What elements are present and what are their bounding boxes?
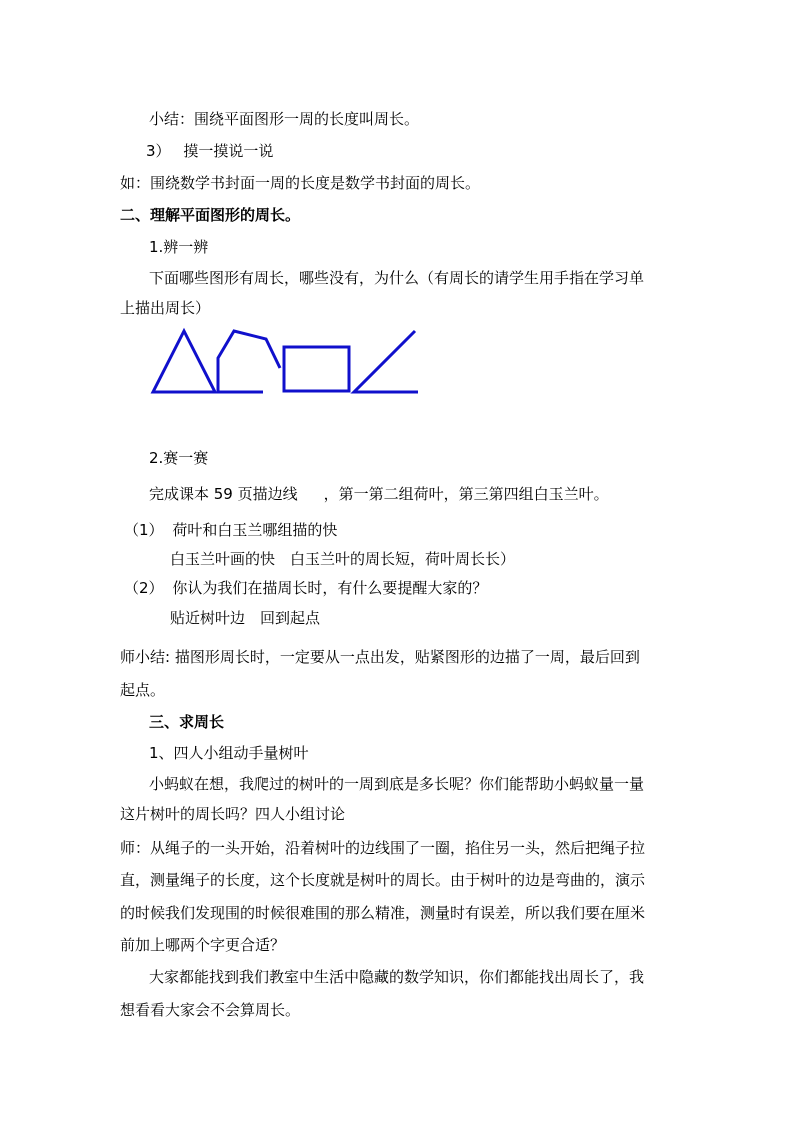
example-line: 如：围绕数学书封面一周的长度是数学书封面的周长。 [120,174,481,192]
touch-number: 3） [146,142,171,160]
question-1-line [124,520,337,540]
rope-line-4: 前加上哪两个字更合适？ [120,936,286,954]
final-line-2: 想看看大家会不会算周长。 [120,1001,301,1019]
closed-triangle-shape [153,331,215,392]
summary-line: 小结：围绕平面图形一周的长度叫周长。 [149,110,420,128]
final-line-1: 大家都能找到我们教室中生活中隐藏的数学知识，你们都能找出周长了，我 [149,968,645,986]
question-1-text: 荷叶和白玉兰哪组描的快 [172,521,338,539]
rope-line-3: 的时候我们发现围的时候很难围的那么精准，测量时有误差，所以我们要在厘米 [120,904,646,922]
rope-line-2: 直，测量绳子的长度，这个长度就是树叶的周长。由于树叶的边是弯曲的，演示 [120,871,646,889]
section-3-heading: 三、求周长 [149,713,225,731]
question-2-line [124,578,487,598]
closed-rectangle-shape [284,347,349,391]
section-2-heading: 二、理解平面图形的周长。 [120,206,301,224]
question-line-2: 上描出周长） [120,299,211,317]
task-line [149,484,609,504]
task-text-end: ，第一第二组荷叶，第三第四组白玉兰叶。 [323,485,609,503]
item-3-heading: 1、四人小组动手量树叶 [149,744,309,762]
teacher-summary-line-2: 起点。 [120,681,166,699]
teacher-summary-line-1: 师小结: 描图形周长时，一定要从一点出发，贴紧图形的边描了一周，最后回到 [120,648,640,666]
answer-2-line: 贴近树叶边 回到起点 [170,609,321,627]
open-angle-shape [354,331,418,392]
rope-line-1: 师：从绳子的一头开始，沿着树叶的边线围了一圈，掐住另一头，然后把绳子拉 [120,839,646,857]
question-2-number: （2） [124,579,164,597]
question-2-text: 你认为我们在描周长时，有什么要提醒大家的？ [172,579,488,597]
touch-text: 摸一摸说一说 [183,142,274,160]
ant-line-1: 小蚂蚁在想，我爬过的树叶的一周到底是多长呢？你们能帮助小蚂蚁量一量 [149,775,645,793]
item-2-heading: 2.赛一赛 [149,449,209,467]
item-1-heading: 1.辨一辨 [149,238,209,256]
answer-1-line: 白玉兰叶画的快 白玉兰叶的周长短，荷叶周长长） [170,550,516,568]
task-text-start: 完成课本 59 页描边线 [149,485,298,503]
open-polygon-shape [218,331,280,392]
question-line-1: 下面哪些图形有周长，哪些没有，为什么（有周长的请学生用手指在学习单 [149,269,645,287]
question-1-number: （1） [124,521,164,539]
ant-line-2: 这片树叶的周长吗？四人小组讨论 [120,805,346,823]
